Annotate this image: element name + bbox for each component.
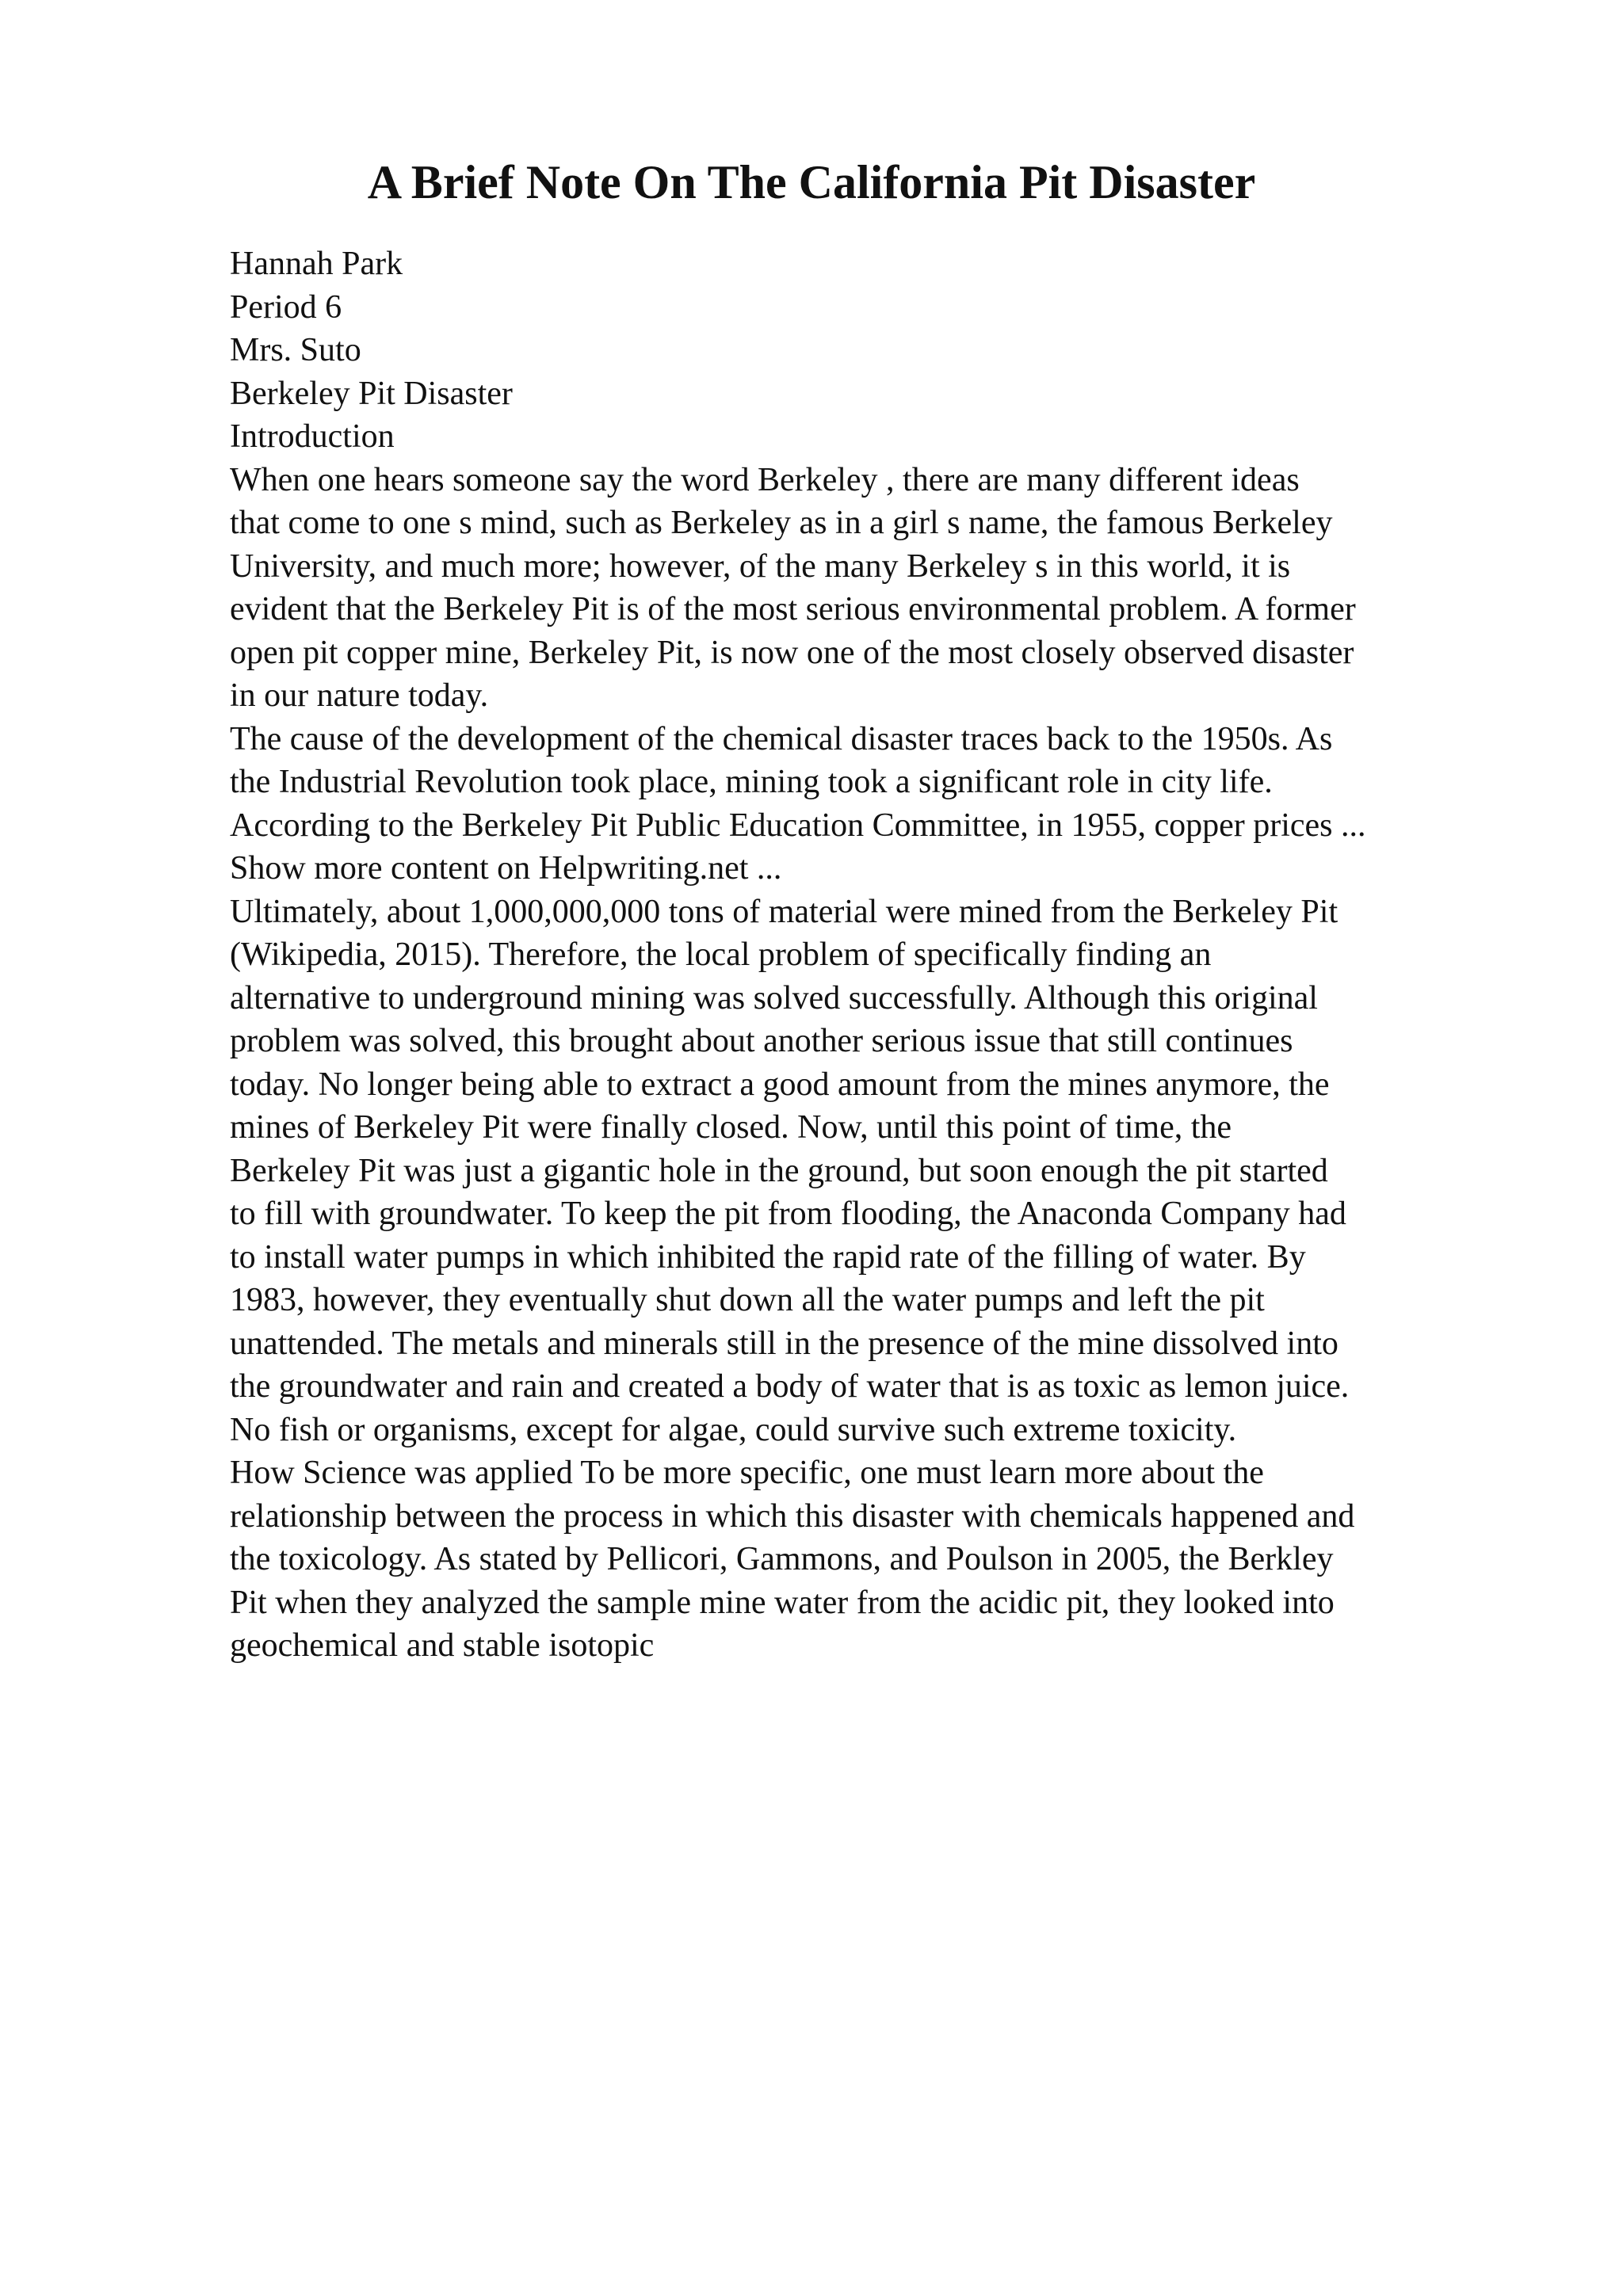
text-line: to install water pumps in which inhibited the rapid rate of the filling of water. By bbox=[230, 1238, 1306, 1276]
document-title: A Brief Note On The California Pit Disaster bbox=[367, 156, 1256, 208]
text-line: Ultimately, about 1,000,000,000 tons of material were mined from the Berkeley Pit bbox=[230, 893, 1338, 930]
text-line: the toxicology. As stated by Pellicori, Gammons, and Poulson in 2005, the Berkley bbox=[230, 1541, 1334, 1577]
text-line: Pit when they analyzed the sample mine water from the acidic pit, they looked into bbox=[230, 1584, 1335, 1621]
text-line: When one hears someone say the word Berkeley , there are many different ideas bbox=[230, 461, 1300, 498]
section-heading-introduction: Introduction bbox=[230, 418, 395, 455]
text-line: How Science was applied To be more specific, one must learn more about the bbox=[230, 1455, 1264, 1491]
text-line: today. No longer being able to extract a good amount from the mines anymore, the bbox=[230, 1066, 1330, 1103]
text-line: to fill with groundwater. To keep the pit from flooding, the Anaconda Company had bbox=[230, 1196, 1346, 1232]
text-line: unattended. The metals and minerals still in the presence of the mine dissolved into bbox=[230, 1325, 1338, 1362]
text-line: the Industrial Revolution took place, mining took a significant role in city life. bbox=[230, 764, 1273, 800]
class-period: Period 6 bbox=[230, 288, 342, 326]
text-line: in our nature today. bbox=[230, 677, 489, 714]
document-body bbox=[230, 242, 1514, 1668]
text-line: the groundwater and rain and created a body of water that is as toxic as lemon juice. bbox=[230, 1368, 1350, 1405]
text-line: Berkeley Pit was just a gigantic hole in the ground, but soon enough the pit started bbox=[230, 1152, 1328, 1189]
author-name: Hannah Park bbox=[230, 246, 403, 282]
text-line: problem was solved, this brought about another serious issue that still continues bbox=[230, 1023, 1293, 1059]
text-line: University, and much more; however, of the many Berkeley s in this world, it is bbox=[230, 547, 1291, 585]
text-line: relationship between the process in which this disaster with chemicals happened and bbox=[230, 1497, 1355, 1535]
text-line: (Wikipedia, 2015). Therefore, the local problem of specifically finding an bbox=[230, 936, 1212, 973]
text-line: alternative to underground mining was solved successfully. Although this original bbox=[230, 979, 1318, 1016]
text-line: open pit copper mine, Berkeley Pit, is now one of the most closely observed disaster bbox=[230, 634, 1354, 671]
show-more-link[interactable]: Show more content on Helpwriting.net ... bbox=[230, 850, 782, 887]
text-line: No fish or organisms, except for algae, could survive such extreme toxicity. bbox=[230, 1411, 1237, 1448]
text-line: geochemical and stable isotopic bbox=[230, 1627, 655, 1664]
text-line: 1983, however, they eventually shut down all the water pumps and left the pit bbox=[230, 1282, 1265, 1318]
text-line: According to the Berkeley Pit Public Education Committee, in 1955, copper prices ... bbox=[230, 807, 1366, 844]
essay-subject: Berkeley Pit Disaster bbox=[230, 375, 513, 412]
text-line: mines of Berkeley Pit were finally closed. Now, until this point of time, the bbox=[230, 1109, 1232, 1146]
text-line: evident that the Berkeley Pit is of the most serious environmental problem. A former bbox=[230, 591, 1356, 627]
text-line: that come to one s mind, such as Berkeley as in a girl s name, the famous Berkeley bbox=[230, 505, 1333, 541]
text-line: The cause of the development of the chemical disaster traces back to the 1950s. As bbox=[230, 720, 1333, 757]
teacher-name: Mrs. Suto bbox=[230, 332, 361, 368]
